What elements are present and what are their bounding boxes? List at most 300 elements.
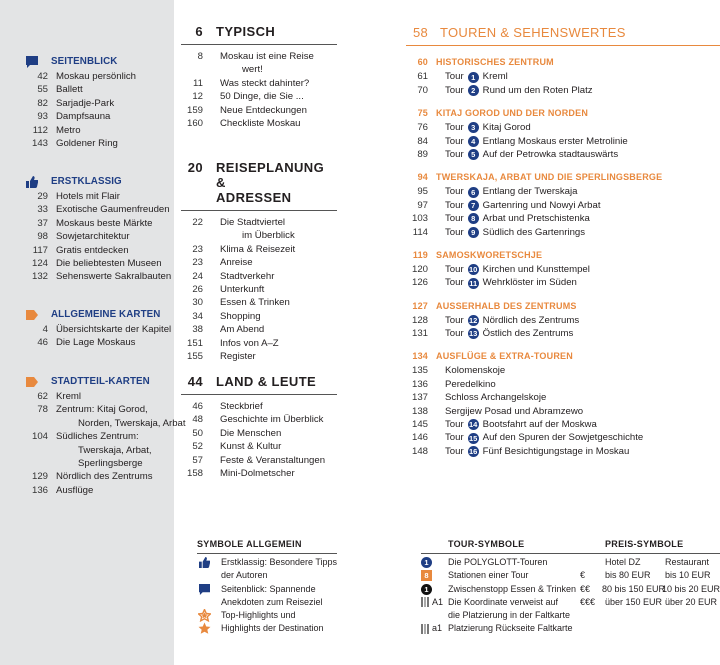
tour-group bbox=[406, 300, 720, 341]
hotel-price: bis 80 EUR bbox=[605, 570, 651, 581]
toursym-heading: TOUR-SYMBOLE bbox=[421, 538, 589, 554]
list-item bbox=[26, 484, 176, 497]
list-item bbox=[26, 110, 176, 123]
preis-header-row: Hotel DZ Restaurant bbox=[605, 557, 710, 568]
map-grid-icon bbox=[421, 624, 429, 634]
page-number: 138 bbox=[411, 405, 428, 417]
page-number: 119 bbox=[412, 249, 428, 260]
entry-title: Shopping bbox=[220, 310, 261, 322]
list-item bbox=[26, 336, 176, 349]
entry-title: Anreise bbox=[220, 257, 253, 269]
speech-bubble-icon bbox=[199, 584, 210, 595]
list-item bbox=[181, 104, 337, 117]
entry-title: Die Stadtviertel bbox=[220, 217, 286, 228]
tour-title: Kirchen und Kunsttempel bbox=[482, 263, 590, 275]
page-number: 23 bbox=[192, 257, 203, 269]
page-number: 159 bbox=[186, 104, 203, 116]
list-item bbox=[181, 467, 337, 480]
list-item bbox=[181, 256, 337, 269]
entry-title: Sowjetarchitektur bbox=[56, 231, 130, 243]
page-number: 84 bbox=[417, 135, 428, 147]
tour-title: Arbat und Pretschistenka bbox=[482, 213, 590, 225]
tour-group bbox=[406, 350, 720, 458]
page-number bbox=[26, 444, 48, 457]
legend-line: der Autoren bbox=[221, 570, 268, 581]
tour-title: Auf der Petrowka stadtauswärts bbox=[482, 148, 619, 160]
entry-title: Norden, Twerskaja, Arbat bbox=[78, 417, 186, 429]
stadtteil-list bbox=[26, 390, 186, 497]
map-tag-icon bbox=[26, 309, 38, 321]
tour-item bbox=[406, 327, 720, 340]
list-item bbox=[26, 83, 176, 96]
list-item bbox=[26, 70, 176, 83]
list-item bbox=[181, 400, 337, 413]
list-item bbox=[181, 270, 337, 283]
page-number: 128 bbox=[411, 314, 428, 326]
page-number: 52 bbox=[192, 441, 203, 453]
list-item bbox=[181, 413, 337, 426]
legend-tour-symbole bbox=[421, 538, 589, 635]
entry-title: Hotels mit Flair bbox=[56, 191, 120, 202]
page-number: 29 bbox=[37, 191, 48, 202]
tour-item bbox=[406, 418, 720, 431]
entry-title: Sarjadje-Park bbox=[56, 97, 115, 109]
page-number: 117 bbox=[32, 244, 48, 256]
preis-row bbox=[580, 596, 720, 609]
tour-title: Kolomenskoje bbox=[445, 365, 506, 377]
entry-title: Die Menschen bbox=[220, 427, 282, 439]
tour-item bbox=[406, 226, 720, 239]
sidebar-section-karten bbox=[26, 308, 176, 350]
tour-label: Tour bbox=[445, 122, 464, 134]
page-number: 103 bbox=[411, 213, 428, 225]
entry-title: Geschichte im Überblick bbox=[220, 414, 324, 426]
page-number: 46 bbox=[37, 337, 48, 349]
tour-item bbox=[406, 212, 720, 225]
tour-item bbox=[406, 185, 720, 198]
entry-title: wert! bbox=[242, 64, 263, 76]
thumbs-up-icon bbox=[26, 176, 38, 188]
page-number: 148 bbox=[411, 445, 428, 457]
tour-number-icon: 8 bbox=[468, 213, 479, 224]
preis-row bbox=[580, 583, 720, 596]
tour-group-heading bbox=[406, 107, 720, 121]
entry-title: Sehenswerte Sakralbauten bbox=[56, 271, 172, 283]
tour-item bbox=[406, 431, 720, 444]
tour-label: Tour bbox=[445, 84, 464, 96]
preis-heading: PREIS-SYMBOLE bbox=[580, 538, 720, 554]
tour-number-icon: 10 bbox=[469, 265, 478, 275]
page-number: 12 bbox=[192, 91, 203, 103]
tour-number-icon: 4 bbox=[468, 136, 479, 147]
section-touren bbox=[406, 26, 720, 468]
page-number: 70 bbox=[417, 84, 428, 96]
tour-number-icon: 9 bbox=[468, 227, 479, 238]
tour-number-icon: 11 bbox=[469, 278, 478, 288]
page-number bbox=[181, 229, 203, 242]
list-item bbox=[181, 440, 337, 453]
legend-seitenblick: Seitenblick: Spannende bbox=[197, 583, 337, 596]
tour-item bbox=[406, 84, 720, 97]
page-number bbox=[26, 417, 48, 430]
page-number: 137 bbox=[411, 392, 428, 404]
price-symbol: € bbox=[580, 570, 586, 581]
symbole-heading: SYMBOLE ALLGEMEIN bbox=[197, 538, 337, 554]
tour-label: Tour bbox=[445, 432, 464, 444]
restaurant-price: bis 10 EUR bbox=[665, 570, 711, 581]
page-number: 37 bbox=[37, 217, 48, 229]
tour-title: Schloss Archangelskoje bbox=[445, 392, 547, 404]
list-item bbox=[26, 257, 176, 270]
tour-title: Östlich des Zentrums bbox=[482, 328, 574, 340]
list-item bbox=[181, 117, 337, 130]
entry-title: Register bbox=[220, 350, 256, 362]
tour-group bbox=[406, 107, 720, 161]
tour-number-icon: 3 bbox=[468, 122, 479, 133]
list-item bbox=[181, 283, 337, 296]
entry-title: Twerskaja, Arbat, bbox=[78, 444, 152, 456]
list-item bbox=[26, 124, 176, 137]
page-number: 146 bbox=[411, 432, 428, 444]
tour-number-icon: 5 bbox=[468, 149, 479, 160]
legend-zwischenstopp: 1 Zwischenstopp Essen & Trinken bbox=[421, 583, 589, 596]
entry-title: Ballett bbox=[56, 84, 83, 96]
list-item bbox=[26, 403, 176, 416]
page-number: 22 bbox=[192, 217, 203, 228]
page-number: 4 bbox=[42, 324, 48, 335]
restaurant-price: 10 bis 20 EUR bbox=[661, 583, 720, 594]
page-number: 160 bbox=[186, 117, 203, 129]
page-number: 120 bbox=[411, 263, 428, 275]
group-title: SAMOSKWORETSCHJE bbox=[436, 249, 543, 260]
thumbs-up-icon bbox=[199, 557, 210, 568]
entry-title: Steckbrief bbox=[220, 401, 263, 412]
entry-title: Essen & Trinken bbox=[220, 297, 290, 309]
list-item bbox=[181, 243, 337, 256]
list-item bbox=[181, 323, 337, 336]
list-item bbox=[181, 427, 337, 440]
group-title: KITAJ GOROD UND DER NORDEN bbox=[436, 108, 589, 119]
entry-title: Klima & Reisezeit bbox=[220, 243, 296, 255]
tour-item bbox=[406, 445, 720, 458]
group-title: HISTORISCHES ZENTRUM bbox=[436, 57, 554, 68]
tour-number-icon: 13 bbox=[469, 329, 478, 339]
entry-title: Nördlich des Zentrums bbox=[56, 471, 153, 483]
page-number: 114 bbox=[412, 226, 428, 238]
tour-label: Tour bbox=[445, 445, 464, 457]
list-item bbox=[26, 470, 176, 483]
legend-highlight: Highlights der Destination bbox=[197, 622, 337, 635]
page-number: 89 bbox=[417, 148, 428, 160]
tour-item bbox=[406, 405, 720, 418]
list-item bbox=[26, 190, 176, 203]
tour-label: Tour bbox=[445, 328, 464, 340]
tour-title: Entlang Moskaus erster Metrolinie bbox=[482, 135, 628, 147]
page-number: 76 bbox=[417, 122, 428, 134]
tour-number-icon: 6 bbox=[468, 187, 479, 198]
list-item bbox=[181, 216, 337, 229]
entry-title: Moskaus beste Märkte bbox=[56, 217, 153, 229]
tour-number-icon: 12 bbox=[469, 315, 478, 325]
page-number: 94 bbox=[417, 172, 428, 183]
page-number: 11 bbox=[193, 77, 203, 89]
list-item bbox=[181, 454, 337, 467]
section-reiseplanung bbox=[181, 160, 337, 363]
list-item bbox=[26, 244, 176, 257]
tour-group-heading bbox=[406, 350, 720, 364]
sidebar-section-erstklassig bbox=[26, 175, 176, 284]
page-number: 143 bbox=[31, 137, 48, 149]
entry-title: Ausflüge bbox=[56, 484, 94, 496]
map-grid-icon bbox=[421, 597, 429, 607]
page-number: 145 bbox=[411, 419, 428, 431]
page-number: 23 bbox=[192, 243, 203, 255]
tour-item bbox=[406, 364, 720, 377]
tour-number-icon: 2 bbox=[468, 85, 479, 96]
page-number: 38 bbox=[192, 324, 203, 336]
list-item bbox=[26, 390, 176, 403]
list-item bbox=[26, 270, 176, 283]
tour-group-heading bbox=[406, 56, 720, 70]
page-number: 33 bbox=[37, 204, 48, 216]
sidebar-section-seitenblick bbox=[26, 55, 176, 150]
karten-heading: ALLGEMEINE KARTEN bbox=[26, 308, 176, 322]
tour-title: Fünf Besichtigungstage in Moskau bbox=[482, 445, 630, 457]
legend-top-highlight: Top-Highlights und bbox=[197, 609, 337, 622]
page-number: 24 bbox=[192, 270, 203, 282]
page-number: 126 bbox=[411, 277, 428, 289]
group-title: TWERSKAJA, ARBAT UND DIE SPERLINGSBERGE bbox=[436, 172, 663, 183]
erstklassig-list bbox=[26, 190, 176, 284]
page-number: 104 bbox=[31, 431, 48, 443]
page-number: 136 bbox=[411, 378, 428, 390]
list-item bbox=[26, 217, 176, 230]
tour-item bbox=[406, 378, 720, 391]
entry-title: Infos von A–Z bbox=[220, 337, 279, 349]
list-item bbox=[181, 63, 337, 76]
tour-item bbox=[406, 263, 720, 276]
stadtteil-heading: STADTTEIL-KARTEN bbox=[26, 375, 176, 389]
tour-number-icon: 14 bbox=[469, 420, 478, 430]
tour-title: Südlich des Gartenrings bbox=[482, 226, 586, 238]
tour-title: Nördlich des Zentrums bbox=[482, 314, 580, 326]
list-item bbox=[26, 444, 176, 457]
hotel-price: über 150 EUR bbox=[605, 596, 663, 607]
list-item bbox=[181, 77, 337, 90]
page-number: 151 bbox=[186, 337, 203, 349]
entry-title: Metro bbox=[56, 124, 81, 136]
tour-item bbox=[406, 314, 720, 327]
group-title: AUSFLÜGE & EXTRA-TOUREN bbox=[436, 351, 573, 362]
tour-title: Entlang der Twerskaja bbox=[482, 186, 578, 198]
page-number: 26 bbox=[192, 283, 203, 295]
tour-label: Tour bbox=[445, 71, 464, 83]
list-item bbox=[181, 310, 337, 323]
legend-line: Anekdoten zum Reiseziel bbox=[221, 596, 323, 607]
tour-label: Tour bbox=[445, 135, 464, 147]
tour-number-icon: 16 bbox=[469, 447, 478, 457]
food-stop-icon: 1 bbox=[421, 584, 432, 595]
tour-title: Gartenring und Nowyi Arbat bbox=[482, 199, 601, 211]
tour-group-heading bbox=[406, 249, 720, 263]
tour-label: Tour bbox=[445, 263, 464, 275]
page-number bbox=[26, 457, 48, 470]
tour-label: Tour bbox=[445, 186, 464, 198]
preis-rows bbox=[580, 569, 720, 609]
tour-label: Tour bbox=[445, 148, 464, 160]
entry-title: im Überblick bbox=[242, 230, 295, 242]
tour-item bbox=[406, 121, 720, 134]
tour-label: Tour bbox=[445, 277, 464, 289]
page-number: 112 bbox=[32, 124, 48, 136]
tour-title: Sergijew Posad und Abramzewo bbox=[445, 405, 584, 417]
tour-item bbox=[406, 199, 720, 212]
page-number: 155 bbox=[186, 350, 203, 362]
karten-list bbox=[26, 323, 176, 350]
page-number: 158 bbox=[186, 467, 203, 479]
list-item bbox=[26, 97, 176, 110]
reiseplanung-heading: 20 REISEPLANUNG & ADRESSEN bbox=[181, 160, 337, 211]
tour-number-icon: 1 bbox=[468, 72, 479, 83]
star-icon bbox=[198, 622, 211, 635]
list-item bbox=[26, 230, 176, 243]
tour-label: Tour bbox=[445, 314, 464, 326]
touren-heading: 58 TOUREN & SEHENSWERTES bbox=[406, 26, 720, 46]
page-number: 135 bbox=[411, 365, 428, 377]
page-number: 34 bbox=[192, 310, 203, 322]
tour-item bbox=[406, 148, 720, 161]
entry-title: Zentrum: Kitaj Gorod, bbox=[56, 404, 148, 416]
list-item bbox=[181, 296, 337, 309]
page-number: 48 bbox=[192, 414, 203, 426]
page-number: 8 bbox=[197, 51, 203, 62]
entry-title: Kreml bbox=[56, 391, 82, 402]
sidebar-section-stadtteil bbox=[26, 375, 186, 497]
entry-title: Goldener Ring bbox=[56, 137, 118, 149]
page-number: 82 bbox=[37, 97, 48, 109]
tour-item bbox=[406, 391, 720, 404]
page-number: 131 bbox=[411, 328, 428, 340]
page-number: 57 bbox=[192, 454, 203, 466]
tour-number-icon: 7 bbox=[468, 200, 479, 211]
page-number: 134 bbox=[412, 351, 428, 362]
tour-group-heading bbox=[406, 300, 720, 314]
tour-title: Peredelkino bbox=[445, 378, 496, 390]
tour-item bbox=[406, 276, 720, 289]
tour-number-icon: 15 bbox=[469, 433, 478, 443]
tour-label: Tour bbox=[445, 226, 464, 238]
list-item bbox=[26, 457, 176, 470]
legend-erstklassig: Erstklassig: Besondere Tipps bbox=[197, 556, 337, 569]
tour-group bbox=[406, 249, 720, 290]
entry-title: Stadtverkehr bbox=[220, 270, 275, 282]
page-number: 97 bbox=[417, 199, 428, 211]
page-number: 61 bbox=[417, 71, 428, 83]
page-number: 60 bbox=[417, 57, 428, 68]
legend-stationen: 8 Stationen einer Tour bbox=[421, 569, 589, 582]
entry-title: Die Lage Moskaus bbox=[56, 337, 136, 349]
page-number: 129 bbox=[31, 471, 48, 483]
page-number: 42 bbox=[37, 71, 48, 82]
list-item bbox=[181, 229, 337, 242]
page-number: 62 bbox=[37, 391, 48, 402]
tour-label: Tour bbox=[445, 419, 464, 431]
page-number: 50 bbox=[192, 427, 203, 439]
tour-label: Tour bbox=[445, 199, 464, 211]
seitenblick-list bbox=[26, 70, 176, 150]
entry-title: Mini-Dolmetscher bbox=[220, 467, 295, 479]
reiseplanung-list bbox=[181, 216, 337, 363]
section-land-leute bbox=[181, 374, 337, 480]
star-outline-icon bbox=[198, 609, 211, 622]
page-number: 95 bbox=[417, 186, 428, 198]
entry-title: Am Abend bbox=[220, 324, 265, 336]
entry-title: Moskau ist eine Reise bbox=[220, 51, 314, 62]
entry-title: Neue Entdeckungen bbox=[220, 104, 307, 116]
erstklassig-heading: ERSTKLASSIG bbox=[26, 175, 176, 189]
page-number: 136 bbox=[31, 484, 48, 496]
land-list bbox=[181, 400, 337, 480]
entry-title: Südliches Zentrum: bbox=[56, 431, 139, 443]
page-number: 46 bbox=[192, 401, 203, 412]
list-item bbox=[26, 417, 186, 430]
page-number: 124 bbox=[31, 257, 48, 269]
entry-title: Gratis entdecken bbox=[56, 244, 129, 256]
price-symbol: €€€ bbox=[580, 596, 596, 607]
list-item bbox=[181, 350, 337, 363]
list-item bbox=[181, 90, 337, 103]
tour-title: Auf den Spuren der Sowjetgeschichte bbox=[482, 432, 644, 444]
tour-number-icon: 1 bbox=[421, 557, 432, 568]
entry-title: Die beliebtesten Museen bbox=[56, 257, 162, 269]
entry-title: Exotische Gaumenfreuden bbox=[56, 204, 170, 216]
station-marker-icon: 8 bbox=[421, 570, 432, 581]
page-number: 98 bbox=[37, 231, 48, 243]
legend-preis bbox=[580, 538, 720, 609]
tour-title: Rund um den Roten Platz bbox=[482, 84, 593, 96]
land-heading: 44 LAND & LEUTE bbox=[181, 374, 337, 395]
page-number: 93 bbox=[37, 111, 48, 123]
legend-symbole bbox=[197, 538, 337, 635]
legend-line: die Platzierung in der Faltkarte bbox=[448, 610, 571, 621]
list-item bbox=[26, 203, 176, 216]
tour-title: Wehrklöster im Süden bbox=[482, 277, 577, 289]
tour-title: Bootsfahrt auf der Moskwa bbox=[482, 419, 597, 431]
seitenblick-heading: SEITENBLICK bbox=[26, 55, 176, 69]
legend-polyglott-touren: 1 Die POLYGLOTT-Touren bbox=[421, 556, 589, 569]
speech-bubble-icon bbox=[26, 56, 38, 68]
typisch-heading: 6 TYPISCH bbox=[181, 24, 337, 45]
list-item bbox=[181, 337, 337, 350]
preis-row bbox=[580, 569, 720, 582]
tour-group bbox=[406, 56, 720, 97]
page-number: 132 bbox=[31, 271, 48, 283]
page-number: 30 bbox=[192, 297, 203, 309]
price-symbol: €€ bbox=[580, 583, 591, 594]
tour-group-heading bbox=[406, 171, 720, 185]
tour-group bbox=[406, 171, 720, 239]
entry-title: Checkliste Moskau bbox=[220, 117, 301, 129]
list-item bbox=[181, 50, 337, 63]
entry-title: 50 Dinge, die Sie ... bbox=[220, 91, 304, 103]
legend-rueckseite: a1 Platzierung Rückseite Faltkarte bbox=[421, 622, 589, 635]
section-typisch bbox=[181, 24, 337, 130]
entry-title: Was steckt dahinter? bbox=[220, 77, 310, 89]
entry-title: Sperlingsberge bbox=[78, 457, 143, 469]
tour-groups bbox=[406, 56, 720, 458]
tour-title: Kreml bbox=[482, 71, 508, 83]
restaurant-price: über 20 EUR bbox=[665, 596, 718, 607]
